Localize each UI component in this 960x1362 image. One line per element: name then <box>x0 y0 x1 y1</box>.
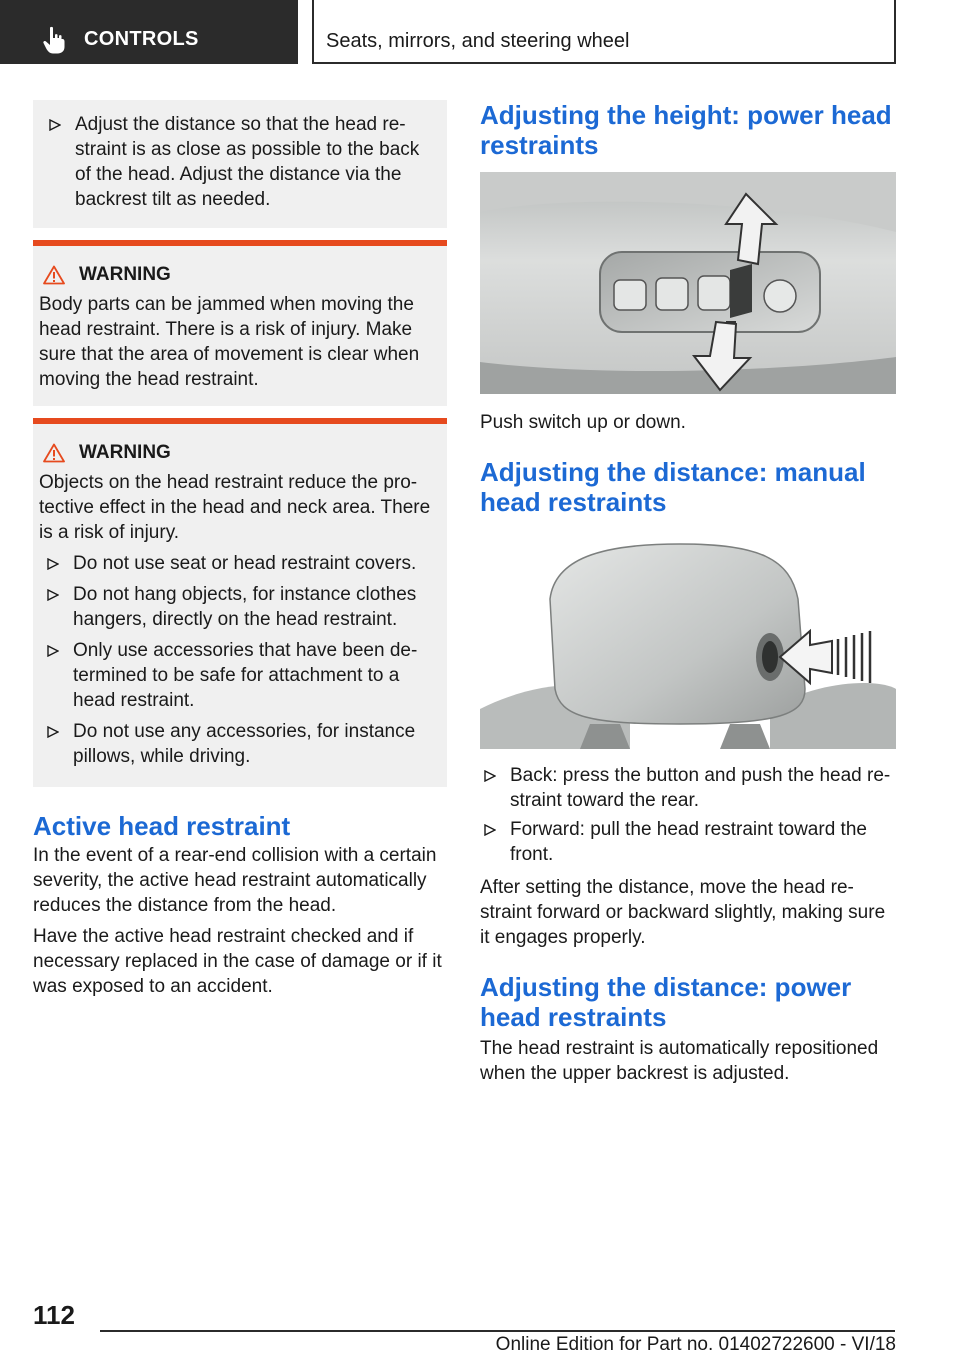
headrest-image <box>480 539 896 749</box>
triangle-bullet-icon <box>484 770 496 782</box>
warning-box-objects <box>33 418 447 787</box>
caption: Push switch up or down. <box>480 412 686 433</box>
hand-pointer-icon <box>42 26 66 54</box>
triangle-bullet-icon <box>47 589 59 601</box>
tip-box <box>33 100 447 228</box>
list-item: Do not use any accessories, for instance pillows, while driving. <box>39 719 439 769</box>
warning-label: WARNING <box>79 442 171 463</box>
headrest-illustration <box>480 539 896 749</box>
triangle-bullet-icon <box>47 726 59 738</box>
list-item: Forward: pull the head restraint toward the front. <box>480 817 896 867</box>
page-title: Seats, mirrors, and steering wheel <box>326 30 630 52</box>
seat-switch-image <box>480 172 896 394</box>
paragraph: The head restraint is automatically repositioned when the upper backrest is adjusted. <box>480 1038 879 1084</box>
warning-box-jamming <box>33 240 447 406</box>
warning-triangle-icon <box>43 265 65 285</box>
section-heading-power-height: Adjusting the height: power head restraints <box>480 100 892 160</box>
warning-triangle-icon <box>43 443 65 463</box>
section-heading-manual-distance: Adjusting the distance: manual head restraints <box>480 457 866 517</box>
list-item: Back: press the button and push the head re-straint toward the rear. <box>480 763 896 813</box>
triangle-bullet-icon <box>484 824 496 836</box>
edition-note: Online Edition for Part no. 01402722600 - VI/18 <box>495 1334 896 1355</box>
right-column <box>480 100 896 1086</box>
page-number: 112 <box>33 1300 75 1330</box>
section-heading-active: Active head restraint <box>33 811 291 841</box>
section-heading-power-distance: Adjusting the distance: power head restraints <box>480 972 852 1032</box>
footer-rule <box>100 1330 895 1332</box>
paragraph: After setting the distance, move the head re-straint forward or backward slightly, making sure it engages properly. <box>480 877 886 948</box>
left-column <box>33 100 447 999</box>
list-item: Do not use seat or head restraint covers. <box>39 551 439 576</box>
warning-text: Body parts can be jammed when moving the head restraint. There is a risk of injury. Make sure that the area of movement is clear when moving the head restraint. <box>39 294 420 390</box>
triangle-bullet-icon <box>49 119 61 131</box>
paragraph: Have the active head restraint checked and if necessary replaced in the case of damage or if it was exposed to an accident. <box>33 926 442 997</box>
seat-switch-illustration <box>480 172 896 394</box>
warning-text: Objects on the head restraint reduce the pro-tective effect in the head and neck area. There is a risk of injury. <box>39 472 431 543</box>
list-item: Only use accessories that have been de-termined to be safe for attachment to a head restraint. <box>39 638 439 713</box>
list-item: Adjust the distance so that the head re-straint is as close as possible to the back of the head. Adjust the distance via the backrest tilt as needed. <box>41 112 439 212</box>
triangle-bullet-icon <box>47 558 59 570</box>
section-label: CONTROLS <box>84 28 199 50</box>
section-tab <box>0 0 298 64</box>
paragraph: In the event of a rear-end collision with a certain severity, the active head restraint automatically reduces the distance from the head. <box>33 845 437 916</box>
list-item: Do not hang objects, for instance clothes hangers, directly on the head restraint. <box>39 582 439 632</box>
triangle-bullet-icon <box>47 645 59 657</box>
warning-label: WARNING <box>79 264 171 285</box>
